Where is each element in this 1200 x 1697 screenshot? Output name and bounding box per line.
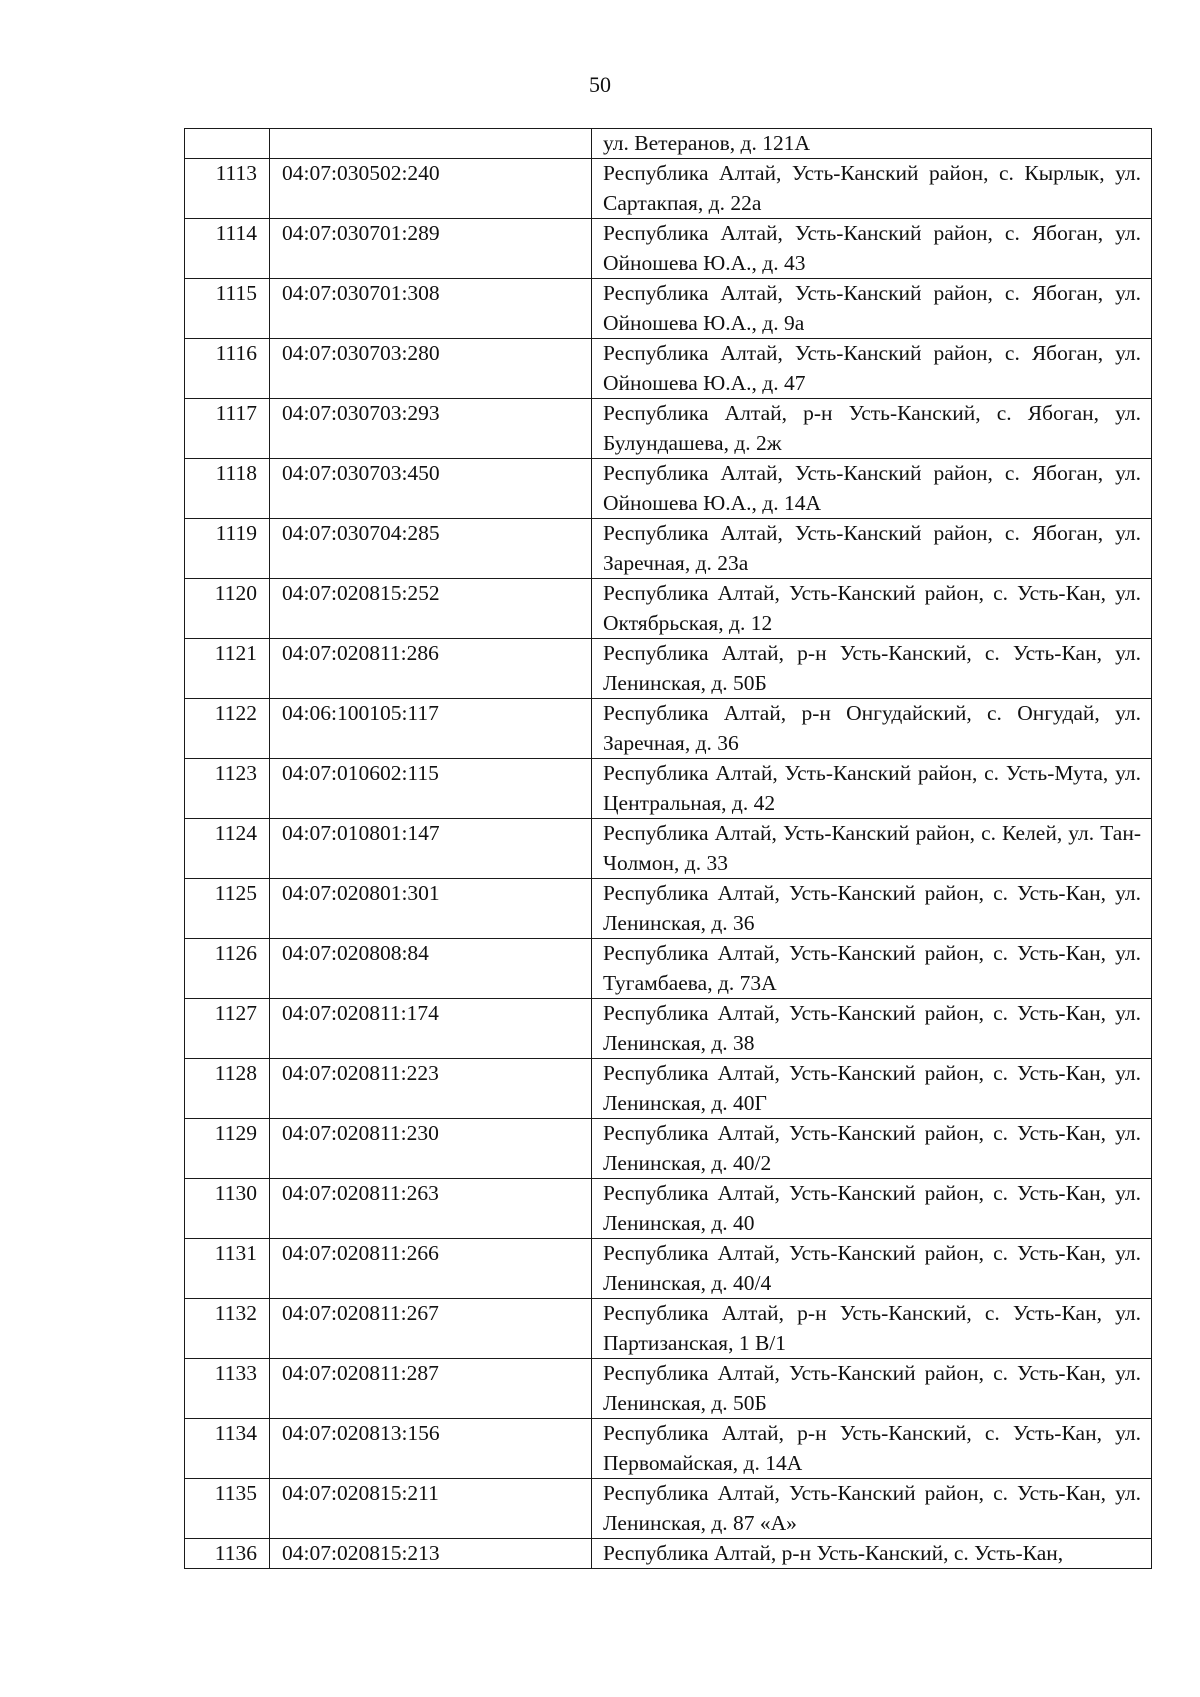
cadastral-number-cell: 04:07:020811:266 <box>270 1239 592 1299</box>
row-number-cell: 1124 <box>185 819 270 879</box>
row-number-cell: 1132 <box>185 1299 270 1359</box>
row-number-cell: 1128 <box>185 1059 270 1119</box>
table-row <box>185 579 1152 639</box>
page-number: 50 <box>589 72 611 97</box>
table-row <box>185 1419 1152 1479</box>
row-number-cell: 1119 <box>185 519 270 579</box>
row-number-cell: 1113 <box>185 159 270 219</box>
cadastral-number-cell: 04:07:020813:156 <box>270 1419 592 1479</box>
cadastral-number-cell: 04:07:010602:115 <box>270 759 592 819</box>
cadastral-number-cell: 04:07:020811:287 <box>270 1359 592 1419</box>
row-number-cell: 1118 <box>185 459 270 519</box>
cadastral-number-cell: 04:07:020811:267 <box>270 1299 592 1359</box>
row-number-cell: 1127 <box>185 999 270 1059</box>
address-cell: Республика Алтай, Усть-Канский район, с. Усть-Кан, ул. Ленинская, д. 87 «А» <box>592 1479 1152 1539</box>
cadastral-number-cell: 04:07:030703:450 <box>270 459 592 519</box>
cadastral-number-cell: 04:07:020801:301 <box>270 879 592 939</box>
table-row-truncated <box>185 1539 1152 1569</box>
table-row <box>185 699 1152 759</box>
address-cell: Республика Алтай, р-н Онгудайский, с. Онгудай, ул. Заречная, д. 36 <box>592 699 1152 759</box>
cadastral-number-cell: 04:06:100105:117 <box>270 699 592 759</box>
cadastral-number-cell: 04:07:020811:263 <box>270 1179 592 1239</box>
address-cell: Республика Алтай, Усть-Канский район, с. Усть-Кан, ул. Ленинская, д. 38 <box>592 999 1152 1059</box>
cadastral-number-cell: 04:07:010801:147 <box>270 819 592 879</box>
cadastral-number-cell: 04:07:020811:223 <box>270 1059 592 1119</box>
address-cell: Республика Алтай, Усть-Канский район, с. Усть-Кан, ул. Ленинская, д. 40 <box>592 1179 1152 1239</box>
row-number-cell: 1117 <box>185 399 270 459</box>
row-number-cell: 1130 <box>185 1179 270 1239</box>
cadastral-number-cell: 04:07:020811:230 <box>270 1119 592 1179</box>
address-cell: Республика Алтай, Усть-Канский район, с. Усть-Кан, ул. Ленинская, д. 40Г <box>592 1059 1152 1119</box>
cadastral-number-cell: 04:07:030703:293 <box>270 399 592 459</box>
row-number-cell: 1133 <box>185 1359 270 1419</box>
address-cell: ул. Ветеранов, д. 121А <box>592 129 1152 159</box>
table-row <box>185 519 1152 579</box>
table-row <box>185 1359 1152 1419</box>
address-cell: Республика Алтай, Усть-Канский район, с. Усть-Кан, ул. Октябрьская, д. 12 <box>592 579 1152 639</box>
address-cell: Республика Алтай, р-н Усть-Канский, с. Усть-Кан, ул. Ленинская, д. 50Б <box>592 639 1152 699</box>
address-cell: Республика Алтай, Усть-Канский район, с. Усть-Кан, ул. Тугамбаева, д. 73А <box>592 939 1152 999</box>
address-cell: Республика Алтай, Усть-Канский район, с. Усть-Кан, ул. Ленинская, д. 50Б <box>592 1359 1152 1419</box>
table-row <box>185 999 1152 1059</box>
cadastral-number-cell: 04:07:020815:211 <box>270 1479 592 1539</box>
row-number-cell: 1135 <box>185 1479 270 1539</box>
cadastral-number-cell: 04:07:020808:84 <box>270 939 592 999</box>
row-number-cell: 1126 <box>185 939 270 999</box>
row-number-cell: 1114 <box>185 219 270 279</box>
table-row <box>185 219 1152 279</box>
row-number-cell <box>185 129 270 159</box>
address-cell: Республика Алтай, Усть-Канский район, с. Ябоган, ул. Заречная, д. 23а <box>592 519 1152 579</box>
row-number-cell: 1121 <box>185 639 270 699</box>
row-number-cell: 1134 <box>185 1419 270 1479</box>
cadastral-number-cell: 04:07:030703:280 <box>270 339 592 399</box>
table-row <box>185 459 1152 519</box>
table-row <box>185 1239 1152 1299</box>
address-cell: Республика Алтай, Усть-Канский район, с. Ябоган, ул. Ойношева Ю.А., д. 9а <box>592 279 1152 339</box>
address-cell: Республика Алтай, Усть-Канский район, с. Келей, ул. Тан-Чолмон, д. 33 <box>592 819 1152 879</box>
address-cell: Республика Алтай, Усть-Канский район, с. Ябоган, ул. Ойношева Ю.А., д. 47 <box>592 339 1152 399</box>
cadastral-number-cell: 04:07:030701:289 <box>270 219 592 279</box>
row-number-cell: 1115 <box>185 279 270 339</box>
address-cell: Республика Алтай, Усть-Канский район, с. Кырлык, ул. Сартакпая, д. 22а <box>592 159 1152 219</box>
table-row-continued <box>185 129 1152 159</box>
table-row <box>185 399 1152 459</box>
table-row <box>185 1119 1152 1179</box>
table-row <box>185 939 1152 999</box>
table-row <box>185 279 1152 339</box>
row-number-cell: 1122 <box>185 699 270 759</box>
table-row <box>185 159 1152 219</box>
row-number-cell: 1129 <box>185 1119 270 1179</box>
cadastral-number-cell: 04:07:030701:308 <box>270 279 592 339</box>
address-cell: Республика Алтай, Усть-Канский район, с. Усть-Кан, ул. Ленинская, д. 36 <box>592 879 1152 939</box>
row-number-cell: 1123 <box>185 759 270 819</box>
cadastral-number-cell: 04:07:020811:174 <box>270 999 592 1059</box>
address-cell: Республика Алтай, р-н Усть-Канский, с. Ябоган, ул. Булундашева, д. 2ж <box>592 399 1152 459</box>
address-cell: Республика Алтай, Усть-Канский район, с. Усть-Мута, ул. Центральная, д. 42 <box>592 759 1152 819</box>
address-cell: Республика Алтай, р-н Усть-Канский, с. Усть-Кан, ул. Партизанская, 1 В/1 <box>592 1299 1152 1359</box>
table-row <box>185 339 1152 399</box>
cadastral-number-cell: 04:07:020815:213 <box>270 1539 592 1569</box>
address-cell: Республика Алтай, Усть-Канский район, с. Ябоган, ул. Ойношева Ю.А., д. 43 <box>592 219 1152 279</box>
table-row <box>185 1179 1152 1239</box>
table-row <box>185 1299 1152 1359</box>
address-cell: Республика Алтай, р-н Усть-Канский, с. Усть-Кан, <box>592 1539 1152 1569</box>
property-registry-table <box>184 128 1152 1569</box>
registry-table-body <box>185 129 1152 1569</box>
table-row <box>185 759 1152 819</box>
address-cell: Республика Алтай, Усть-Канский район, с. Усть-Кан, ул. Ленинская, д. 40/2 <box>592 1119 1152 1179</box>
address-cell: Республика Алтай, р-н Усть-Канский, с. Усть-Кан, ул. Первомайская, д. 14А <box>592 1419 1152 1479</box>
address-cell: Республика Алтай, Усть-Канский район, с. Ябоган, ул. Ойношева Ю.А., д. 14А <box>592 459 1152 519</box>
row-number-cell: 1125 <box>185 879 270 939</box>
table-row <box>185 879 1152 939</box>
row-number-cell: 1136 <box>185 1539 270 1569</box>
cadastral-number-cell: 04:07:020815:252 <box>270 579 592 639</box>
cadastral-number-cell: 04:07:030502:240 <box>270 159 592 219</box>
cadastral-number-cell: 04:07:030704:285 <box>270 519 592 579</box>
table-row <box>185 819 1152 879</box>
cadastral-number-cell: 04:07:020811:286 <box>270 639 592 699</box>
cadastral-number-cell <box>270 129 592 159</box>
table-row <box>185 1479 1152 1539</box>
table-row <box>185 639 1152 699</box>
row-number-cell: 1116 <box>185 339 270 399</box>
address-cell: Республика Алтай, Усть-Канский район, с. Усть-Кан, ул. Ленинская, д. 40/4 <box>592 1239 1152 1299</box>
table-row <box>185 1059 1152 1119</box>
row-number-cell: 1131 <box>185 1239 270 1299</box>
row-number-cell: 1120 <box>185 579 270 639</box>
